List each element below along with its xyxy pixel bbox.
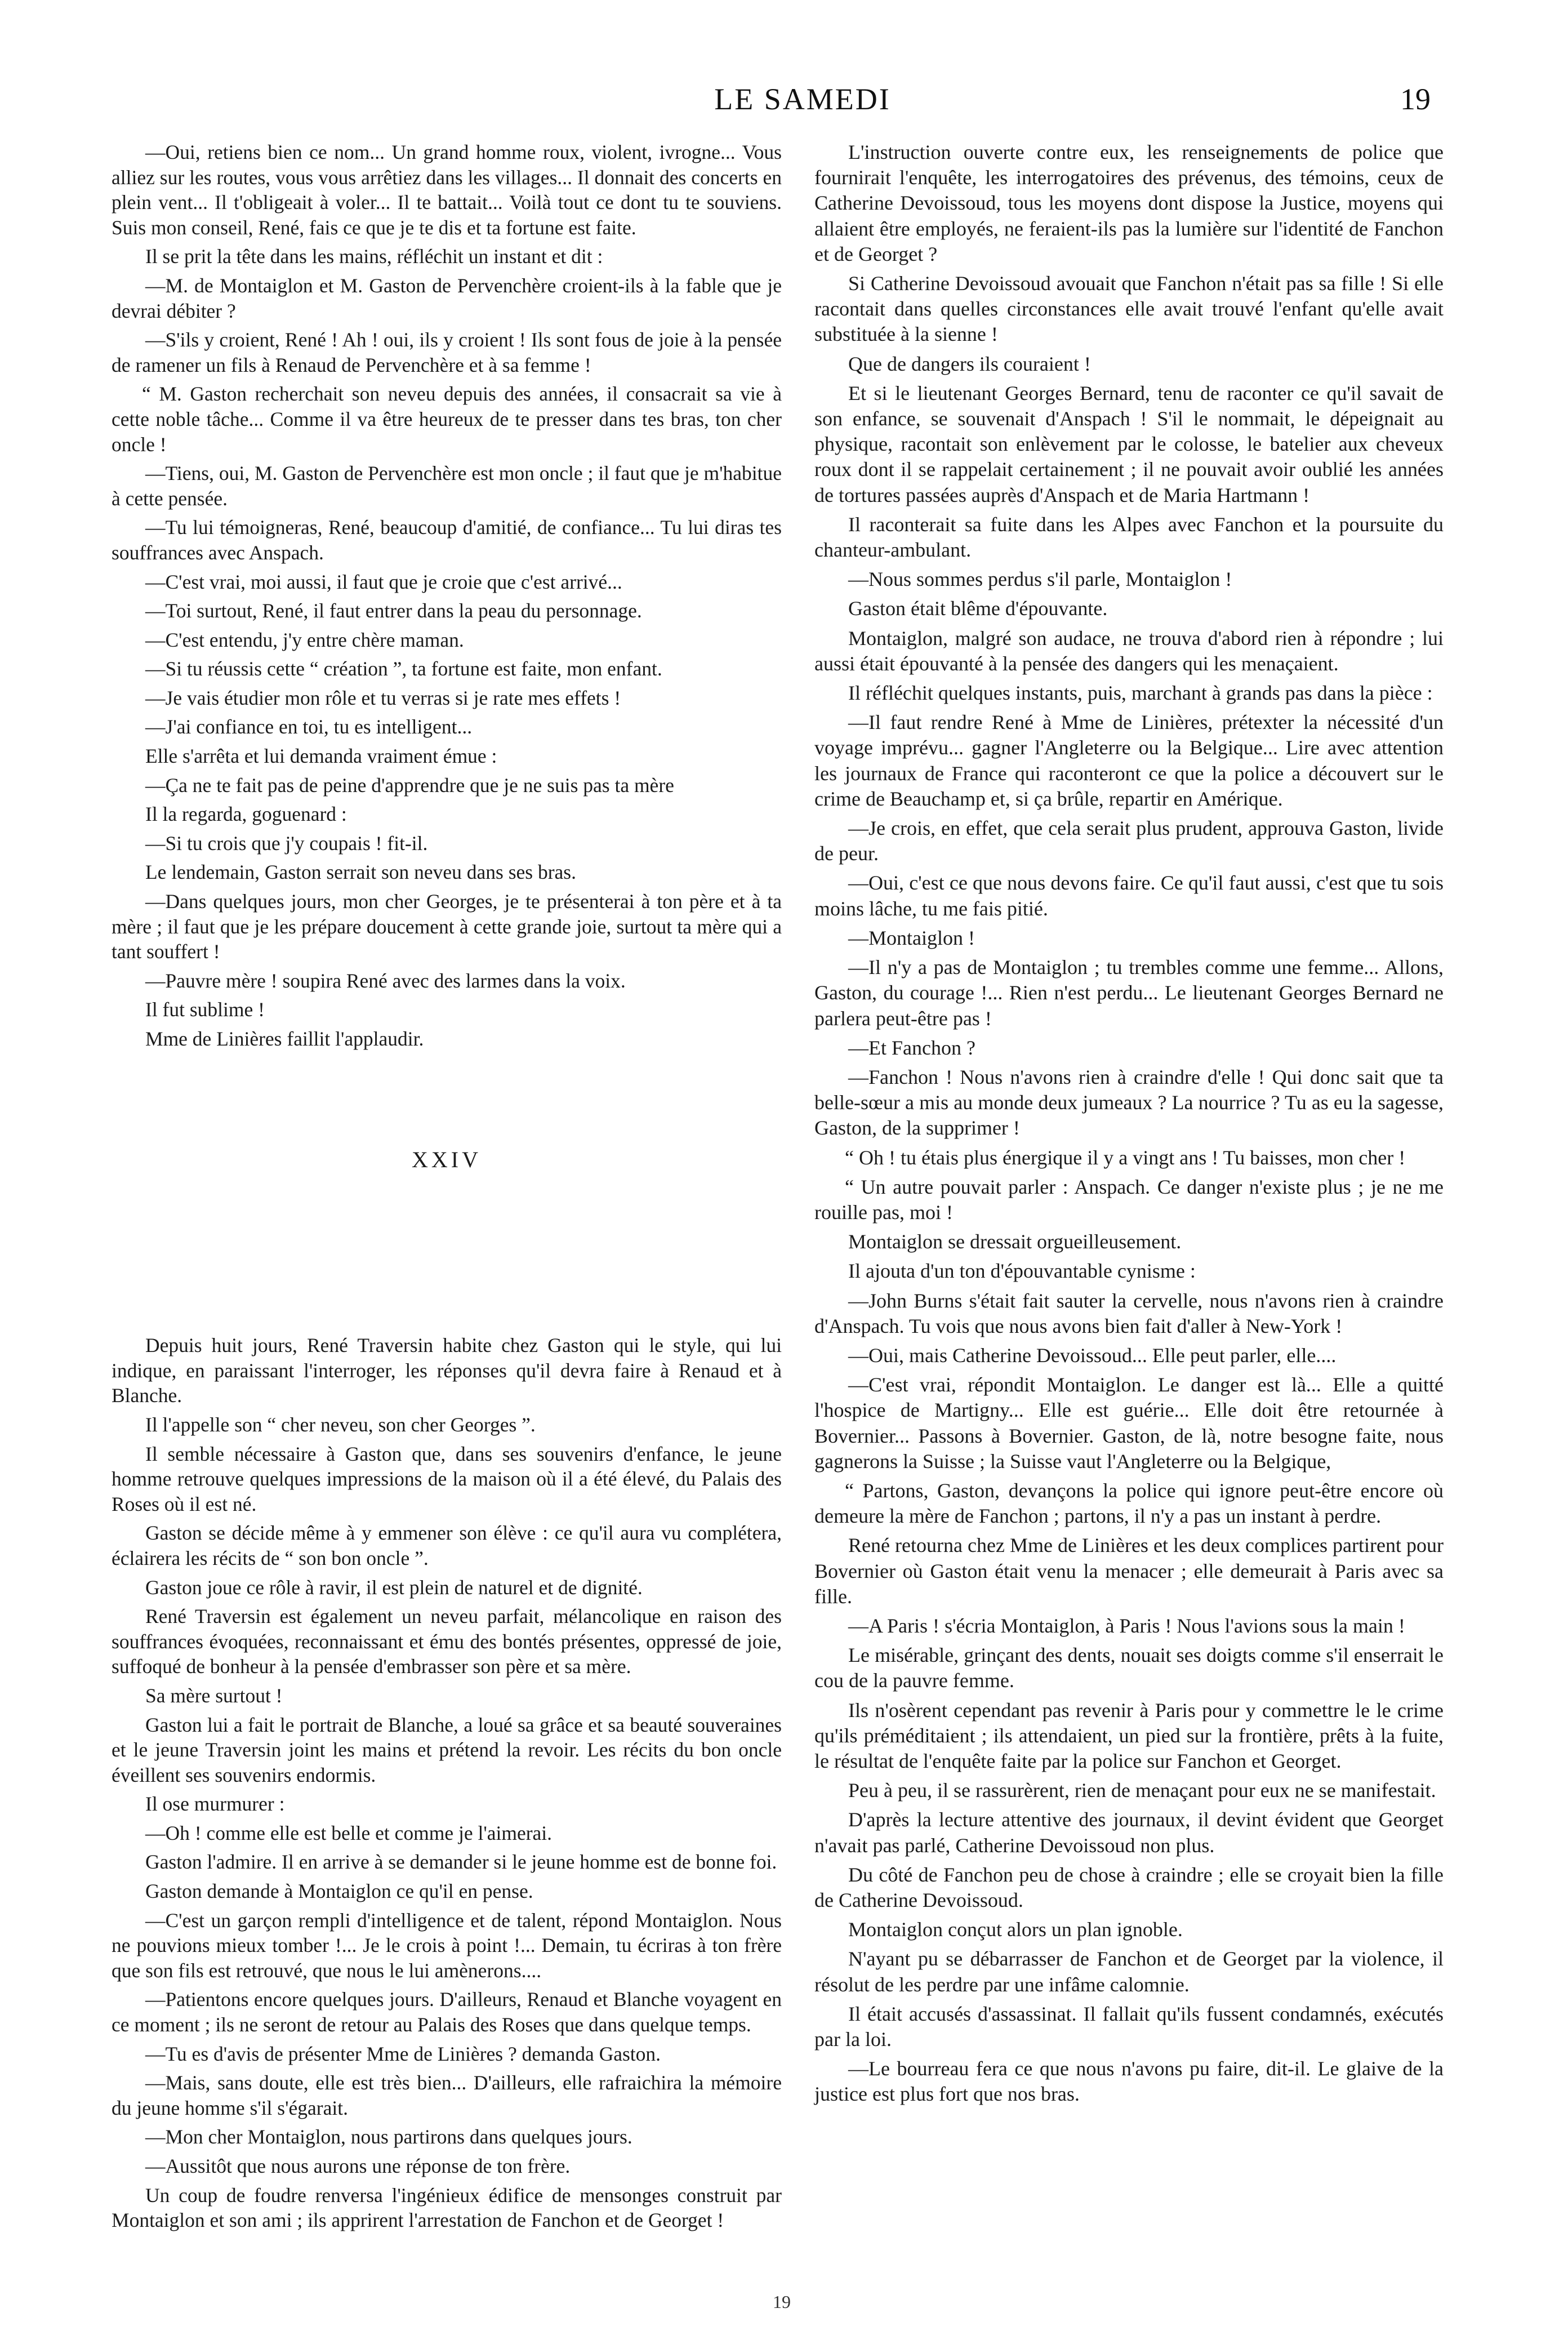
- paragraph: —Ça ne te fait pas de peine d'apprendre que je ne suis pas ta mère: [145, 773, 674, 797]
- paragraph: Il l'appelle son “ cher neveu, son cher Georges ”.: [145, 1413, 536, 1436]
- paragraph: Gaston joue ce rôle à ravir, il est plein de naturel et de dignité.: [145, 1576, 643, 1599]
- paragraph: Il fut sublime !: [145, 998, 265, 1021]
- left-column: [112, 140, 782, 2237]
- paragraph: Que de dangers ils couraient !: [848, 352, 1091, 375]
- paragraph: Le lendemain, Gaston serrait son neveu dans ses bras.: [145, 861, 577, 884]
- paragraph: Gaston l'admire. Il en arrive à se demander si le jeune homme est de bonne foi.: [145, 1851, 777, 1874]
- left-column-text-after-chapter: [112, 1333, 782, 2233]
- right-column-text: [814, 140, 1444, 2107]
- paragraph: —Tu lui témoigneras, René, beaucoup d'amitié, de confiance... Tu lui diras tes souffrances avec Anspach.: [112, 516, 782, 564]
- paragraph: Il se prit la tête dans les mains, réfléchit un instant et dit :: [145, 245, 603, 268]
- paragraph: Il réfléchit quelques instants, puis, marchant à grands pas dans la pièce :: [848, 682, 1433, 705]
- paragraph: —Le bourreau fera ce que nous n'avons pu faire, dit-il. Le glaive de la justice est plus fort que nos bras.: [814, 2057, 1444, 2106]
- paragraph: —Je crois, en effet, que cela serait plus prudent, approuva Gaston, livide de peur.: [814, 817, 1444, 865]
- paragraph: —Si tu réussis cette “ création ”, ta fortune est faite, mon enfant.: [145, 657, 662, 681]
- paragraph: —Oui, retiens bien ce nom... Un grand homme roux, violent, ivrogne... Vous alliez sur les routes, vous vous arrêtiez dans les villages... Il donnait des concerts en plein vent... Il t'obligeait à voler... Il te battait... Voilà tout ce dont tu te souviens. Suis mon conseil, René, fais ce que je te dis et ta fortune est faite.: [112, 141, 782, 239]
- paragraph: —C'est entendu, j'y entre chère maman.: [145, 628, 464, 651]
- paragraph: D'après la lecture attentive des journaux, il devint évident que Georget n'avait pas parlé, Catherine Devoissoud non plus.: [814, 1808, 1444, 1857]
- paragraph: —Dans quelques jours, mon cher Georges, je te présenterai à ton père et à ta mère ; il faut que je les prépare doucement à cette grande joie, surtout ta mère qui a tant souffert !: [112, 890, 782, 963]
- page-number: 19: [1400, 82, 1431, 116]
- paragraph: Il raconterait sa fuite dans les Alpes avec Fanchon et la poursuite du chanteur-ambulant.: [814, 513, 1444, 562]
- paragraph: Gaston se décide même à y emmener son élève : ce qu'il aura vu complétera, éclairera les récits de “ son bon oncle ”.: [112, 1522, 782, 1569]
- paragraph: Il la regarda, goguenard :: [145, 803, 347, 826]
- paragraph: “ Partons, Gaston, devançons la police qui ignore peut-être encore où demeure la mère de Fanchon ; partons, il n'y a pas un instant à perdre.: [814, 1479, 1444, 1528]
- paragraph: —C'est vrai, répondit Montaiglon. Le danger est là... Elle a quitté l'hospice de Martigny... Elle est guérie... Elle doit être retournée à Bovernier... Passons à Bovernier. Gaston, de là, notre besogne faite, nous gagnerons la Suisse ; la Suisse vaut l'Angleterre ou la Belgique,: [814, 1373, 1444, 1473]
- paragraph: “ Un autre pouvait parler : Anspach. Ce danger n'existe plus ; je ne me rouille pas, moi !: [814, 1175, 1444, 1224]
- paragraph: René Traversin est également un neveu parfait, mélancolique en raison des souffrances évoquées, reconnaissant et ému des bontés présentes, oppressé de joie, suffoqué de bonheur à la pensée d'embrasser son père et sa mère.: [112, 1605, 782, 1678]
- paragraph: Montaiglon se dressait orgueilleusement.: [848, 1230, 1182, 1253]
- paragraph: Un coup de foudre renversa l'ingénieux édifice de mensonges construit par Montaiglon et son ami ; ils apprirent l'arrestation de Fanchon et de Georget !: [112, 2183, 782, 2232]
- paragraph: Il ajouta d'un ton d'épouvantable cynisme :: [848, 1260, 1196, 1283]
- paragraph: —Il n'y a pas de Montaiglon ; tu trembles comme une femme... Allons, Gaston, du courage !... Rien n'est perdu... Le lieutenant Georges Bernard ne parlera peut-être pas !: [814, 956, 1444, 1030]
- paragraph: —Tiens, oui, M. Gaston de Pervenchère est mon oncle ; il faut que je m'habitue à cette pensée.: [112, 462, 782, 510]
- paragraph: Gaston lui a fait le portrait de Blanche, a loué sa grâce et sa beauté souveraines et le jeune Traversin joint les mains et prétend la revoir. Les récits du bon oncle éveillent ses souvenirs endormis.: [112, 1713, 782, 1786]
- paragraph: —A Paris ! s'écria Montaiglon, à Paris ! Nous l'avions sous la main !: [848, 1614, 1405, 1637]
- paragraph: Et si le lieutenant Georges Bernard, tenu de raconter ce qu'il savait de son enfance, se souvenait d'Anspach ! S'il le nommait, le dépeignait au physique, racontait son enlèvement par le colosse, le batelier aux cheveux roux dont il se rappelait certainement ; il ne pouvait avoir oublié les années de tortures passées auprès d'Anspach et de Maria Hartmann !: [814, 381, 1444, 506]
- paragraph: Peu à peu, il se rassurèrent, rien de menaçant pour eux ne se manifestait.: [848, 1779, 1436, 1802]
- paragraph: “ M. Gaston recherchait son neveu depuis des années, il consacrait sa vie à cette noble tâche... Comme il va être heureux de te presser dans tes bras, ton cher oncle !: [112, 383, 782, 456]
- paragraph: —Toi surtout, René, il faut entrer dans la peau du personnage.: [145, 599, 642, 622]
- paragraph: Il était accusés d'assassinat. Il fallait qu'ils fussent condamnés, exécutés par la loi.: [814, 2002, 1444, 2051]
- left-column-text-before-chapter: [112, 140, 782, 1052]
- paragraph: Montaiglon conçut alors un plan ignoble.: [848, 1918, 1183, 1941]
- paragraph: Montaiglon, malgré son audace, ne trouva d'abord rien à répondre ; lui aussi était épouvanté à la pensée des dangers qui les menaçaient.: [814, 626, 1444, 675]
- paragraph: —Pauvre mère ! soupira René avec des larmes dans la voix.: [145, 969, 626, 992]
- paragraph: —Oui, c'est ce que nous devons faire. Ce qu'il faut aussi, c'est que tu sois moins lâche, tu me fais pitié.: [814, 871, 1444, 920]
- paragraph: —Oh ! comme elle est belle et comme je l'aimerai.: [145, 1821, 553, 1844]
- paragraph: Sa mère surtout !: [145, 1684, 283, 1707]
- paragraph: —Mais, sans doute, elle est très bien... D'ailleurs, elle rafraichira la mémoire du jeune homme s'il s'égarait.: [112, 2071, 782, 2119]
- paragraph: Elle s'arrêta et lui demanda vraiment émue :: [145, 745, 497, 768]
- paragraph: Ils n'osèrent cependant pas revenir à Paris pour y commettre le le crime qu'ils préméditaient ; ils attendaient, un pied sur la frontière, prêts à la fuite, le résultat de l'enquête faite par la police sur Fanchon et Georget.: [814, 1698, 1444, 1772]
- paragraph: —M. de Montaiglon et M. Gaston de Pervenchère croient-ils à la fable que je devrai débiter ?: [112, 274, 782, 322]
- paragraph: Du côté de Fanchon peu de chose à craindre ; elle se croyait bien la fille de Catherine Devoissoud.: [814, 1863, 1444, 1911]
- paragraph: Gaston demande à Montaiglon ce qu'il en pense.: [145, 1880, 533, 1903]
- paragraph: Il ose murmurer :: [145, 1793, 285, 1816]
- paragraph: —S'ils y croient, René ! Ah ! oui, ils y croient ! Ils sont fous de joie à la pensée de ramener un fils à Renaud de Pervenchère et à sa femme !: [112, 328, 782, 376]
- paragraph: Depuis huit jours, René Traversin habite chez Gaston qui le style, qui lui indique, en paraissant l'interroger, les réponses qu'il devra faire à Renaud et à Blanche.: [112, 1334, 782, 1407]
- paragraph: —C'est vrai, moi aussi, il faut que je croie que c'est arrivé...: [145, 570, 622, 593]
- paragraph: N'ayant pu se débarrasser de Fanchon et de Georget par la violence, il résolut de les perdre par une infâme calomnie.: [814, 1947, 1444, 1996]
- folio-mark: 19: [773, 2292, 791, 2312]
- paragraph: —John Burns s'était fait sauter la cervelle, nous n'avons rien à craindre d'Anspach. Tu vois que nous avons bien fait d'aller à New-York !: [814, 1289, 1444, 1337]
- paragraph: —Aussitôt que nous aurons une réponse de ton frère.: [145, 2155, 571, 2177]
- running-head: LE SAMEDI: [714, 82, 891, 116]
- paragraph: —Je vais étudier mon rôle et tu verras si je rate mes effets !: [145, 686, 621, 709]
- paragraph: —Oui, mais Catherine Devoissoud... Elle peut parler, elle....: [848, 1344, 1337, 1367]
- paragraph: Le misérable, grinçant des dents, nouait ses doigts comme s'il enserrait le cou de la pauvre femme.: [814, 1644, 1444, 1692]
- paragraph: —J'ai confiance en toi, tu es intelligent...: [145, 715, 473, 739]
- paragraph: —Patientons encore quelques jours. D'ailleurs, Renaud et Blanche voyagent en ce moment ; ils ne seront de retour au Palais des Roses que dans quelque temps.: [112, 1988, 782, 2036]
- chapter-heading: XXIV: [412, 1146, 482, 1172]
- paragraph: —Mon cher Montaiglon, nous partirons dans quelques jours.: [145, 2125, 632, 2149]
- paragraph: —Et Fanchon ?: [848, 1036, 975, 1059]
- paragraph: René retourna chez Mme de Linières et les deux complices partirent pour Bovernier où Gaston était venu la menacer ; elle demeurait à Paris avec sa fille.: [814, 1534, 1444, 1608]
- paragraph: L'instruction ouverte contre eux, les renseignements de police que fournirait l'enquête, les interrogatoires des prévenus, des témoins, ceux de Catherine Devoissoud, tous les moyens dont dispose la Justice, moyens qui allaient être employés, ne feraient-ils pas la lumière sur l'identité de Fanchon et de Georget ?: [814, 141, 1444, 265]
- paragraph: —C'est un garçon rempli d'intelligence et de talent, répond Montaiglon. Nous ne pouvions mieux tomber !... Je le crois à point !... Demain, tu écriras à ton frère que son fils est retrouvé, que nous le lui amènerons....: [112, 1909, 782, 1982]
- paragraph: Mme de Linières faillit l'applaudir.: [145, 1028, 424, 1050]
- paragraph: Il semble nécessaire à Gaston que, dans ses souvenirs d'enfance, le jeune homme retrouve quelques impressions de la maison où il a été élevé, du Palais des Roses où il est né.: [112, 1442, 782, 1515]
- paragraph: —Nous sommes perdus s'il parle, Montaiglon !: [848, 568, 1232, 591]
- paragraph: Gaston était blême d'épouvante.: [848, 597, 1108, 620]
- paragraph: —Il faut rendre René à Mme de Linières, prétexter la nécessité d'un voyage imprévu... gagner l'Angleterre ou la Belgique... Lire avec attention les journaux de France qui raconteront ce que la police a découvert sur le crime de Beauchamp et, si ça brûle, repartir en Amérique.: [814, 711, 1444, 810]
- right-column: [814, 140, 1444, 2111]
- paragraph: —Tu es d'avis de présenter Mme de Linières ? demanda Gaston.: [145, 2042, 661, 2065]
- paragraph: —Fanchon ! Nous n'avons rien à craindre d'elle ! Qui donc sait que ta belle-sœur a mis au monde deux jumeaux ? La nourrice ? Tu as eu la sagesse, Gaston, de la supprimer !: [814, 1065, 1444, 1140]
- paragraph: “ Oh ! tu étais plus énergique il y a vingt ans ! Tu baisses, mon cher !: [845, 1146, 1406, 1169]
- paragraph: Si Catherine Devoissoud avouait que Fanchon n'était pas sa fille ! Si elle racontait dans quelles circonstances elle avait trouvé l'enfant qu'elle avait substituée à la sienne !: [814, 272, 1444, 346]
- paragraph: —Si tu crois que j'y coupais ! fit-il.: [145, 831, 428, 855]
- paragraph: —Montaiglon !: [848, 926, 975, 949]
